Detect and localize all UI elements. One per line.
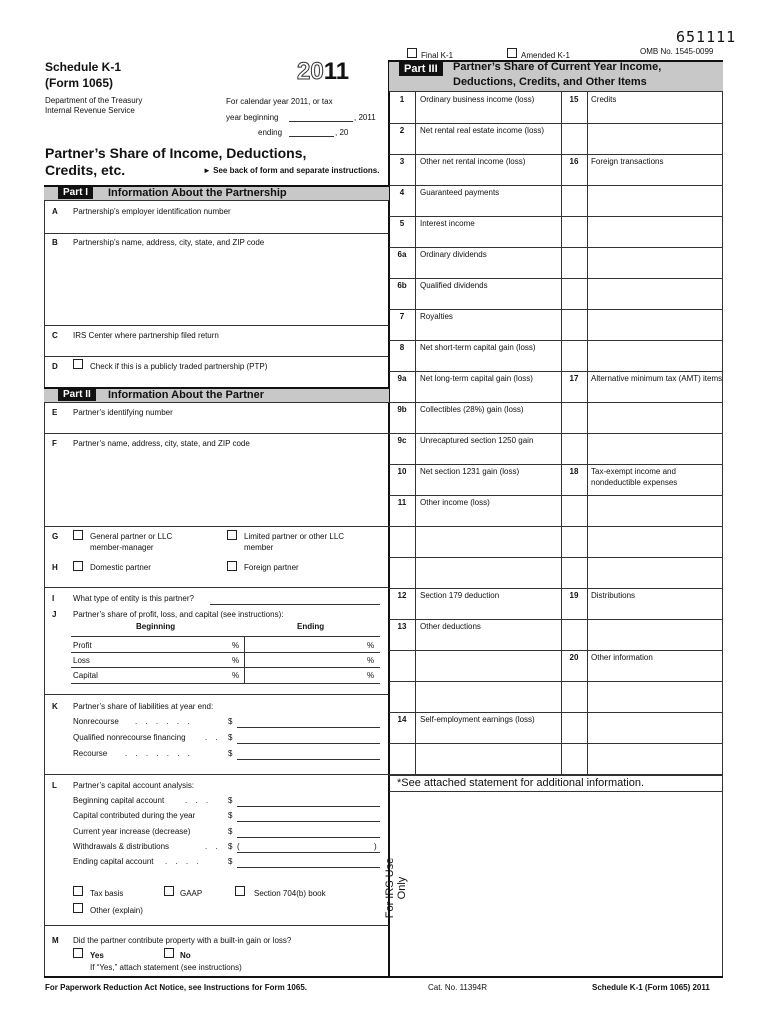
part3-row-line [389,712,722,713]
year-beginning-label: year beginning [226,113,279,122]
line-b-letter: B [52,238,58,247]
current-dollar: $ [228,827,233,836]
line-c-letter: C [52,331,58,340]
other-explain-checkbox[interactable] [73,903,83,913]
part3-line-label: Net short-term capital gain (loss) [420,343,536,352]
line-c-bottom [44,356,389,357]
part3-row-line [389,216,722,217]
m-yes-checkbox[interactable] [73,948,83,958]
end-cap-field[interactable] [237,867,380,868]
contributed-field[interactable] [237,821,380,822]
omb-number: OMB No. 1545-0099 [640,47,714,56]
form-number: (Form 1065) [45,76,114,90]
end-cap-label: Ending capital account [73,857,154,866]
line-e-label: Partner’s identifying number [73,408,173,417]
qualified-label: Qualified nonrecourse financing [73,733,186,742]
limited-partner-label-1: Limited partner or other LLC [244,532,345,541]
part3-line-label: Section 179 deduction [420,591,500,600]
limited-partner-checkbox[interactable] [227,530,237,540]
part3-mid-divider [561,92,562,774]
withdrawals-label: Withdrawals & distributions [73,842,170,851]
recourse-dots: . . . . . . . [125,749,193,758]
line-l-label: Partner’s capital account analysis: [73,781,195,790]
part3-row-line [389,309,722,310]
part3-title-line2: Deductions, Credits, and Other Items [453,76,647,88]
nonrecourse-dots: . . . . . . [135,717,193,726]
bottom-border [44,976,723,978]
part3-line-label: Qualified dividends [420,281,488,290]
line-l-letter: L [52,781,57,790]
capital-row-bottom [71,683,380,684]
part3-row-line [389,123,722,124]
m-no-checkbox[interactable] [164,948,174,958]
part3-right-label: Tax-exempt income and [591,467,676,476]
line-j-letter: J [52,610,57,619]
line-a-label: Partnership’s employer identification number [73,207,231,216]
part3-right-number: 18 [569,467,579,476]
part3-line-number: 4 [399,188,405,197]
part3-row-line [389,433,722,434]
tax-basis-label: Tax basis [90,889,124,898]
left-border [44,185,45,977]
j-table-top [71,636,380,637]
part3-line-label: Net long-term capital gain (loss) [420,374,533,383]
year-2011-label: , 2011 [354,113,376,122]
j-table-divider [244,636,245,684]
part3-line-amount-field[interactable] [420,291,559,308]
part3-right-number: 16 [569,157,579,166]
general-partner-checkbox[interactable] [73,530,83,540]
irs-use-only: For IRS Use Only [384,857,408,919]
sec704-checkbox[interactable] [235,886,245,896]
part3-row-line [389,371,722,372]
part3-line-number: 9b [397,405,407,414]
part3-line-number: 2 [399,126,405,135]
part3-line-amount-field[interactable] [420,632,559,649]
line-m-letter: M [52,936,59,945]
limited-partner-label-2: member [244,543,274,552]
nonrecourse-dollar: $ [228,717,233,726]
irs-label: Internal Revenue Service [45,106,135,115]
domestic-partner-checkbox[interactable] [73,561,83,571]
line-f-bottom [44,526,389,527]
profit-row-bottom [71,652,380,653]
final-k1-label: Final K-1 [421,51,454,60]
withdrawals-dollar: $ [228,842,233,851]
part3-right-number: 19 [569,591,579,600]
general-partner-label-2: member-manager [90,543,154,552]
final-k1-checkbox[interactable] [407,48,417,58]
gaap-label: GAAP [180,889,203,898]
part3-right-number: 20 [569,653,579,662]
contributed-label: Capital contributed during the year [73,811,196,820]
entity-type-field[interactable] [210,604,380,605]
part3-row-line [389,495,722,496]
part3-line-number: 9c [397,436,407,445]
part3-line-label: Other net rental income (loss) [420,157,526,166]
part3-line-amount-field[interactable] [420,136,559,153]
barcode-number: 651111 [676,28,737,46]
part3-row-line [389,340,722,341]
contributed-dollar: $ [228,811,233,820]
part3-row-line [389,154,722,155]
part3-line-number: 1 [399,95,405,104]
line-d-label: Check if this is a publicly traded partnership (PTP) [90,362,268,371]
loss-begin-pct: % [232,656,240,665]
department: Department of the Treasury [45,96,143,105]
capital-label: Capital [73,671,98,680]
part3-line-label: Royalties [420,312,453,321]
qualified-dollar: $ [228,733,233,742]
part3-line-number: 14 [397,715,407,724]
m-no-label: No [180,951,191,960]
part3-line-number: 5 [399,219,405,228]
capital-begin-pct: % [232,671,240,680]
part3-line-number: 6a [397,250,407,259]
part3-row-line [389,278,722,279]
attached-note: *See attached statement for additional information. [397,777,645,789]
part2-tag: Part II [58,388,96,401]
part3-row-line [389,681,722,682]
part3-right-label: Distributions [591,591,636,600]
ending-header: Ending [297,622,325,631]
part3-right-label-2: nondeductible expenses [591,478,678,487]
domestic-partner-label: Domestic partner [90,563,151,572]
part3-right-label: Foreign transactions [591,157,664,166]
part3-row-line [389,743,722,744]
line-f-letter: F [52,439,57,448]
part3-line-number: 13 [397,622,407,631]
profit-end-pct: % [367,641,375,650]
line-b-bottom [44,325,389,326]
part3-line-number: 11 [397,498,407,507]
recourse-field[interactable] [237,759,380,760]
part3-line-amount-field[interactable] [420,198,559,215]
line-k-letter: K [52,702,58,711]
right-border [722,60,723,977]
capital-end-pct: % [367,671,375,680]
part3-right-num-divider [587,92,588,774]
year-beginning-field[interactable] [289,121,353,122]
ptp-checkbox[interactable] [73,359,83,369]
line-k-bottom [44,774,389,775]
part3-line-amount-field[interactable] [420,260,559,277]
line-j-label: Partner’s share of profit, loss, and capital (see instructions): [73,610,284,619]
foreign-partner-label: Foreign partner [244,563,299,572]
part3-line-label: Ordinary business income (loss) [420,95,535,104]
current-label: Current year increase (decrease) [73,827,191,836]
profit-begin-pct: % [232,641,240,650]
part3-line-label: Interest income [420,219,475,228]
qualified-field[interactable] [237,743,380,744]
line-e-bottom [44,433,389,434]
nonrecourse-label: Nonrecourse [73,717,119,726]
part1-tag: Part I [58,186,93,199]
footer-form-id: Schedule K-1 (Form 1065) 2011 [592,983,710,992]
foreign-partner-checkbox[interactable] [227,561,237,571]
part3-title-line1: Partner’s Share of Current Year Income, [453,61,662,73]
loss-row-bottom [71,667,380,668]
sec704-label: Section 704(b) book [254,889,326,898]
attached-bottom [389,791,723,792]
tax-year [297,58,349,86]
footer-paperwork: For Paperwork Reduction Act Notice, see Instructions for Form 1065. [45,983,307,992]
line-i-letter: I [52,594,55,603]
tax-basis-checkbox[interactable] [73,886,83,896]
part3-line-number: 12 [397,591,407,600]
part3-row-line [389,619,722,620]
part3-right-label: Credits [591,95,617,104]
line-c-label: IRS Center where partnership filed return [73,331,219,340]
end-cap-dollar: $ [228,857,233,866]
part3-left-num-divider [415,92,416,774]
part3-line-number: 8 [399,343,405,352]
schedule-title: Schedule K-1 [45,60,122,74]
part3-line-number: 10 [397,467,407,476]
ending-20-label: , 20 [335,128,349,137]
m-if-yes-note: If “Yes,” attach statement (see instructions) [90,963,242,972]
line-f-label: Partner’s name, address, city, state, and ZIP code [73,439,250,448]
part3-line-number: 9a [397,374,407,383]
withdrawals-dots: . . [205,842,221,851]
part3-line-number: 7 [399,312,405,321]
line-g-letter: G [52,532,59,541]
line-b-label: Partnership’s name, address, city, state, and ZIP code [73,238,265,247]
part3-row-line [389,526,722,527]
part3-line-amount-field[interactable] [420,353,559,370]
part3-row-line [389,402,722,403]
beg-cap-field[interactable] [237,806,380,807]
part3-line-amount-field[interactable] [420,446,559,463]
part3-right-label: Other information [591,653,653,662]
part3-line-amount-field[interactable] [420,508,559,525]
general-partner-label-1: General partner or LLC [90,532,173,541]
line-h-bottom [44,587,389,588]
part3-line-amount-field[interactable] [420,601,559,618]
m-yes-label: Yes [90,951,104,960]
part3-line-amount-field[interactable] [420,415,559,432]
part3-row-line [389,557,722,558]
year-ending-field[interactable] [289,136,334,137]
qualified-dots: . . [205,733,221,742]
part3-row-line [389,247,722,248]
beg-cap-dollar: $ [228,796,233,805]
withdrawals-open-paren: ( [237,842,240,851]
tax-year-outline: 20 [297,58,324,85]
part3-row-line [389,650,722,651]
part3-line-amount-field[interactable] [420,105,559,122]
calendar-year-text: For calendar year 2011, or tax [226,97,333,106]
see-back-note: ► See back of form and separate instructions. [203,166,380,175]
line-a-bottom [44,233,389,234]
beg-cap-label: Beginning capital account [73,796,165,805]
tax-year-bold: 11 [323,58,350,85]
part3-tag: Part III [399,62,443,76]
line-k-label: Partner’s share of liabilities at year end: [73,702,214,711]
beg-cap-dots: . . . [185,796,212,805]
part3-line-label: Other income (loss) [420,498,490,507]
part3-right-number: 17 [569,374,579,383]
current-field[interactable] [237,837,380,838]
loss-end-pct: % [367,656,375,665]
line-d-letter: D [52,362,58,371]
end-cap-dots: . . . . [165,857,202,866]
line-a-letter: A [52,207,58,216]
form-title-line1: Partner’s Share of Income, Deductions, [45,145,307,161]
part3-line-label: Unrecaptured section 1250 gain [420,436,534,445]
line-h-letter: H [52,563,58,572]
part3-line-amount-field[interactable] [420,725,559,742]
part3-line-label: Net section 1231 gain (loss) [420,467,520,476]
line-l-bottom [44,925,389,926]
recourse-label: Recourse [73,749,108,758]
part3-line-amount-field[interactable] [420,229,559,246]
line-i-label: What type of entity is this partner? [73,594,194,603]
beginning-header: Beginning [136,622,176,631]
part3-line-amount-field[interactable] [420,384,559,401]
part3-line-label: Net rental real estate income (loss) [420,126,545,135]
part3-line-label: Collectibles (28%) gain (loss) [420,405,524,414]
part3-right-label: Alternative minimum tax (AMT) items [591,374,723,383]
footer-cat-no: Cat. No. 11394R [428,983,487,992]
part3-line-amount-field[interactable] [420,477,559,494]
part3-line-label: Guaranteed payments [420,188,500,197]
gaap-checkbox[interactable] [164,886,174,896]
part3-row-line [389,185,722,186]
part3-line-label: Ordinary dividends [420,250,487,259]
part2-title: Information About the Partner [108,389,265,401]
part3-line-number: 3 [399,157,405,166]
nonrecourse-field[interactable] [237,727,380,728]
withdrawals-field[interactable] [237,852,380,853]
part3-line-number: 6b [397,281,407,290]
line-m-label: Did the partner contribute property with a built-in gain or loss? [73,936,292,945]
form-title-line2: Credits, etc. [45,162,126,178]
attached-top [389,775,723,776]
profit-label: Profit [73,641,92,650]
line-e-letter: E [52,408,58,417]
amended-k1-checkbox[interactable] [507,48,517,58]
part1-title: Information About the Partnership [108,187,287,199]
recourse-dollar: $ [228,749,233,758]
loss-label: Loss [73,656,90,665]
part3-row-line [389,588,722,589]
part3-right-number: 15 [569,95,579,104]
other-explain-label: Other (explain) [90,906,143,915]
withdrawals-close-paren: ) [374,842,377,851]
part3-line-label: Other deductions [420,622,481,631]
ending-label: ending [258,128,283,137]
part3-row-line [389,464,722,465]
amended-k1-label: Amended K-1 [521,51,570,60]
part3-line-label: Self-employment earnings (loss) [420,715,535,724]
part3-line-amount-field[interactable] [420,167,559,184]
part3-line-amount-field[interactable] [420,322,559,339]
line-j-bottom [44,694,389,695]
